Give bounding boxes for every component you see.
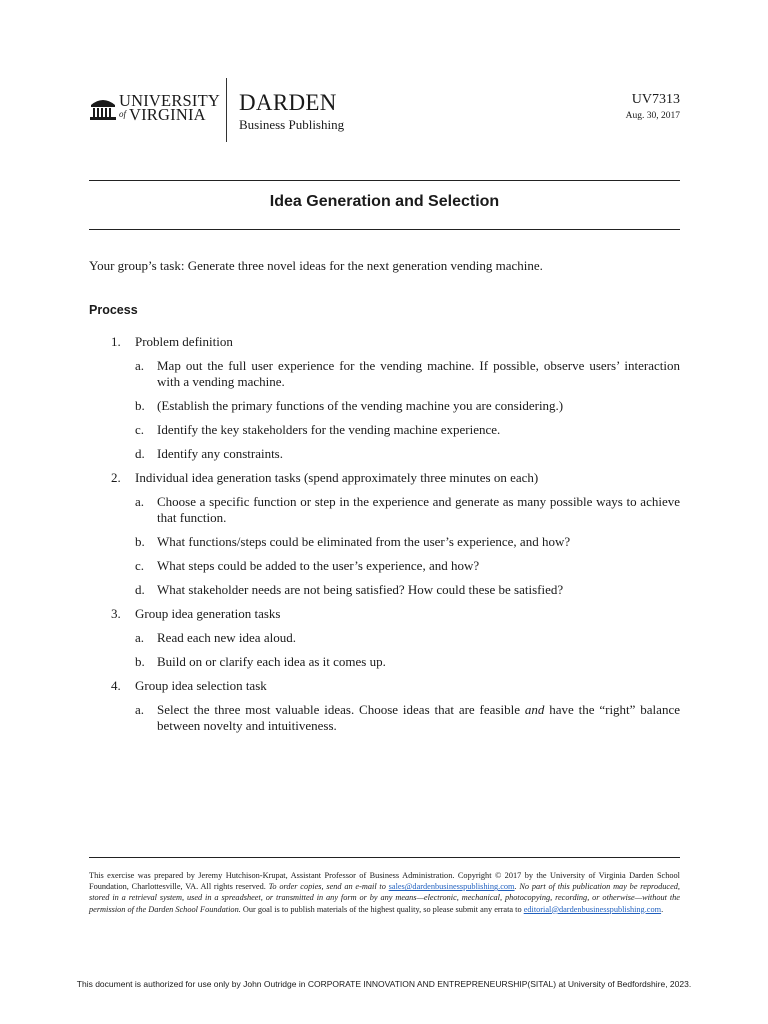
step-3 <box>89 606 680 670</box>
item-letter: a. <box>135 702 145 717</box>
process-heading: Process <box>89 303 138 317</box>
item-letter: b. <box>135 398 145 413</box>
rotunda-icon <box>89 93 117 121</box>
list-item <box>89 446 680 462</box>
title-rule-top <box>89 180 680 181</box>
item-text: Map out the full user experience for the vending machine. If possible, observe users’ interaction with a vending machine. <box>157 358 680 389</box>
process-steps <box>89 334 680 734</box>
item-text: What steps could be added to the user’s experience, and how? <box>157 558 480 573</box>
item-letter: a. <box>135 494 145 509</box>
item-text: (Establish the primary functions of the vending machine you are considering.) <box>157 398 564 413</box>
item-text: Identify the key stakeholders for the vending machine experience. <box>157 422 501 437</box>
list-item <box>89 630 680 646</box>
item-text-emphasis: and <box>524 702 545 717</box>
sales-email-link[interactable]: sales@dardenbusinesspublishing.com <box>388 882 515 892</box>
footnote-order-text: To order copies, send an e-mail to <box>268 882 389 892</box>
list-item <box>89 422 680 438</box>
item-text: Choose a specific function or step in the experience and generate as many possible ways to achieve that function. <box>157 494 680 525</box>
logo-of-text: of <box>119 109 127 119</box>
list-item <box>89 358 680 390</box>
list-item <box>89 702 680 734</box>
authorization-notice: This document is authorized for use only by John Outridge in CORPORATE INNOVATION AND ENTREPRENEURSHIP(SITAL) at University of Bedfordshire, 2023. <box>76 979 692 989</box>
copyright-footnote <box>89 870 680 915</box>
step-4 <box>89 678 680 734</box>
item-text: What stakeholder needs are not being satisfied? How could these be satisfied? <box>157 582 564 597</box>
footnote-rule <box>89 857 680 858</box>
item-letter: a. <box>135 630 145 645</box>
step-number: 4. <box>111 678 121 693</box>
step-2 <box>89 470 680 598</box>
list-item <box>89 494 680 526</box>
title-rule-bottom <box>89 229 680 230</box>
list-item <box>89 654 680 670</box>
task-statement: Your group’s task: Generate three novel ideas for the next generation vending machine. <box>89 258 543 273</box>
list-item <box>89 398 680 414</box>
item-text-after: have the “right” balance between novelty and intuitiveness. <box>157 702 680 733</box>
item-letter: b. <box>135 534 145 549</box>
list-item <box>89 558 680 574</box>
publisher-subtitle: Business Publishing <box>239 117 345 132</box>
footnote-errata-text: Our goal is to publish materials of the highest quality, so please submit any errata to <box>240 904 524 914</box>
item-letter: a. <box>135 358 145 373</box>
item-letter: b. <box>135 654 145 669</box>
case-code: UV7313 <box>631 92 680 107</box>
item-text: What functions/steps could be eliminated from the user’s experience, and how? <box>157 534 571 549</box>
item-letter: d. <box>135 582 145 597</box>
footnote-rights-text: . No part of this publication may be reproduced, stored in a retrieval system, used in a spreadsheet, or transmitted in any form or by any means—electronic, mechanical, photocopying, recording, or otherwise—without the permission of the Darden School Foundation. <box>89 882 680 914</box>
case-date: Aug. 30, 2017 <box>625 111 680 121</box>
university-of-virginia-logo <box>89 88 220 128</box>
item-text: Identify any constraints. <box>157 446 283 461</box>
footnote-end: . <box>661 904 664 914</box>
document-title: Idea Generation and Selection <box>269 193 500 210</box>
step-label: Group idea selection task <box>135 678 267 693</box>
item-letter: d. <box>135 446 145 461</box>
step-label: Group idea generation tasks <box>135 606 281 621</box>
publisher-name: DARDEN <box>239 90 337 115</box>
item-text-before: Select the three most valuable ideas. Choose ideas that are feasible <box>157 702 525 717</box>
footnote-text: This exercise was prepared by Jeremy Hutchison-Krupat, Assistant Professor of Business Administration. Copyright © 2017 by the University of Virginia Darden School Foundation, Charlottesville, VA. All rights reserved. <box>89 871 680 892</box>
logo-university-text: UNIVERSITY <box>119 91 220 110</box>
editorial-email-link[interactable]: editorial@dardenbusinesspublishing.com <box>523 904 662 914</box>
step-number: 3. <box>111 606 121 621</box>
step-number: 1. <box>111 334 121 349</box>
list-item <box>89 534 680 550</box>
step-number: 2. <box>111 470 121 485</box>
item-text: Build on or clarify each idea as it comes up. <box>157 654 386 669</box>
step-label: Problem definition <box>135 334 233 349</box>
step-1 <box>89 334 680 462</box>
logo-virginia-text: VIRGINIA <box>129 105 206 124</box>
list-item <box>89 582 680 598</box>
step-label: Individual idea generation tasks (spend approximately three minutes on each) <box>135 470 539 485</box>
logo-divider <box>226 78 227 142</box>
item-letter: c. <box>135 422 145 437</box>
item-text: Read each new idea aloud. <box>157 630 296 645</box>
item-letter: c. <box>135 558 145 573</box>
header <box>89 78 680 142</box>
